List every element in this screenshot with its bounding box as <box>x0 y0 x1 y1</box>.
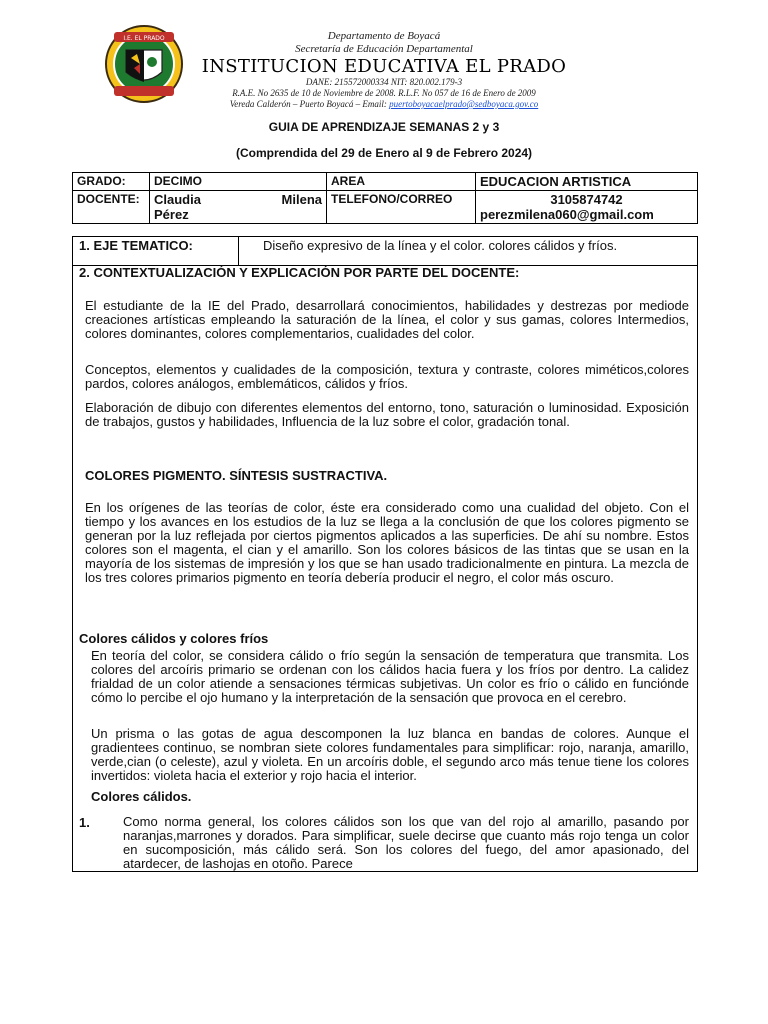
heading-warm-cold: Colores cálidos y colores fríos <box>79 631 269 646</box>
thematic-axis-label: 1. EJE TEMATICO: <box>73 237 239 265</box>
paragraph-temperature: En teoría del color, se considera cálido o frío según la sensación de temperatura que transmita. Los colores del arcoíris primario se ordenan con los cálidos hacia fuera y los fríos por dentro. La calidez frialdad de un color atiende a sensaciones térmicas subjetivas. Un color es frío o cálido en funciónde cómo lo percibe el ojo humano y la interpretación de la sensación que provoca en el cerebro. <box>91 648 689 705</box>
heading-warm-colors: Colores cálidos. <box>91 789 192 804</box>
content-box <box>72 236 698 872</box>
area-label: AREA <box>327 173 476 191</box>
rae-line: R.A.E. No 2635 de 10 de Noviembre de 2008. R.L.F. No 057 de 16 de Enero de 2009 <box>232 88 536 98</box>
grade-label: GRADO: <box>73 173 150 191</box>
institution-name: INSTITUCION EDUCATIVA EL PRADO <box>201 56 567 77</box>
paragraph-pigment: En los orígenes de las teorías de color, éste era considerado como una cualidad del objeto. Con el tiempo y los avances en los estudios de la luz se llega a la conclusión de que los colores pigmento se generan por la luz reflejada por ciertos pigmentos aplicados a las superficies. De ahí su nombre. Estos colores son el magenta, el cian y el amarillo. Son los colores básicos de las tintas que se usan en la mayoría de los sistemas de impresión y los que se han usado tradicionalmente en pintura. La mezcla de los tres colores primarios pigmento en teoría debería producir el negro, el color más oscuro. <box>85 500 689 585</box>
address-line: Vereda Calderón – Puerto Boyacá – Email: puertoboyacaelprado@sedboyaca.gov.co <box>229 99 539 109</box>
section-2-heading: 2. CONTEXTUALIZACIÓN Y EXPLICACIÓN POR PARTE DEL DOCENTE: <box>79 265 520 280</box>
paragraph-concepts: Conceptos, elementos y cualidades de la composición, textura y contraste, colores miméticos,colores pardos, colores análogos, emblemáticos, cálidos y fríos. <box>85 362 689 391</box>
contact-label: TELEFONO/CORREO <box>327 191 476 224</box>
secretariat-name: Secretaría de Educación Departamental <box>295 43 473 55</box>
teacher-label: DOCENTE: <box>73 191 150 224</box>
teacher-phone: 3105874742 <box>550 192 623 207</box>
institution-email-link[interactable]: puertoboyacaelprado@sedboyaca.gov.co <box>389 99 539 109</box>
paragraph-drawing: Elaboración de dibujo con diferentes elementos del entorno, tono, saturación o luminosidad. Exposición de trabajos, gustos y habilidades, Influencia de la luz sobre el color, gradación tonal. <box>85 400 689 429</box>
area-value: EDUCACION ARTISTICA <box>476 173 698 191</box>
course-info-table <box>72 172 698 224</box>
paragraph-warm-colors: Como norma general, los colores cálidos son los que van del rojo al amarillo, pasando por naranjas,marrones y dorados. Para simplificar, suele decirse que cuanto más rojo tenga un color en sucomposición, más cálido será. Son los colores del fuego, del amor apasionado, del atardecer, de lashojas en otoño. Parece <box>123 814 689 871</box>
paragraph-prism: Un prisma o las gotas de agua descomponen la luz blanca en bandas de colores. Aunque el gradientees continuo, se nombran siete colores fundamentales para simplificar: rojo, naranja, amarillo, verde,cian (o celeste), azul y violeta. En un arcoíris doble, el segundo arco más tenue tiene los colores invertidos: violeta hacia el exterior y rojo hacia el interior. <box>91 726 689 783</box>
contact-value <box>476 191 698 224</box>
document-header <box>0 22 768 110</box>
guide-subtitle: (Comprendida del 29 de Enero al 9 de Febrero 2024) <box>235 146 533 160</box>
paragraph-intro: El estudiante de la IE del Prado, desarrollará conocimientos, habilidades y destrezas por mediode creaciones artísticas empleando la saturación de la línea, el color y sus gamas, colores Intermedios, colores dominantes, colores complementarios, cualidades del color. <box>85 298 689 341</box>
svg-text:I.E. EL PRADO: I.E. EL PRADO <box>123 35 165 42</box>
school-crest-logo <box>104 24 184 104</box>
teacher-email: perezmilena060@gmail.com <box>480 207 654 222</box>
thematic-axis-row <box>73 237 697 266</box>
dane-line: DANE: 215572000334 NIT: 820.002.179-3 <box>305 77 463 87</box>
thematic-axis-value: Diseño expresivo de la línea y el color. colores cálidos y fríos. <box>263 238 618 253</box>
list-number: 1. <box>79 815 90 830</box>
heading-pigment-colors: COLORES PIGMENTO. SÍNTESIS SUSTRACTIVA. <box>85 468 388 483</box>
guide-title: GUIA DE APRENDIZAJE SEMANAS 2 y 3 <box>268 120 500 134</box>
department-name: Departamento de Boyacá <box>327 30 441 42</box>
grade-value: DECIMO <box>150 173 327 191</box>
teacher-name: Claudia Milena Pérez <box>150 191 327 224</box>
